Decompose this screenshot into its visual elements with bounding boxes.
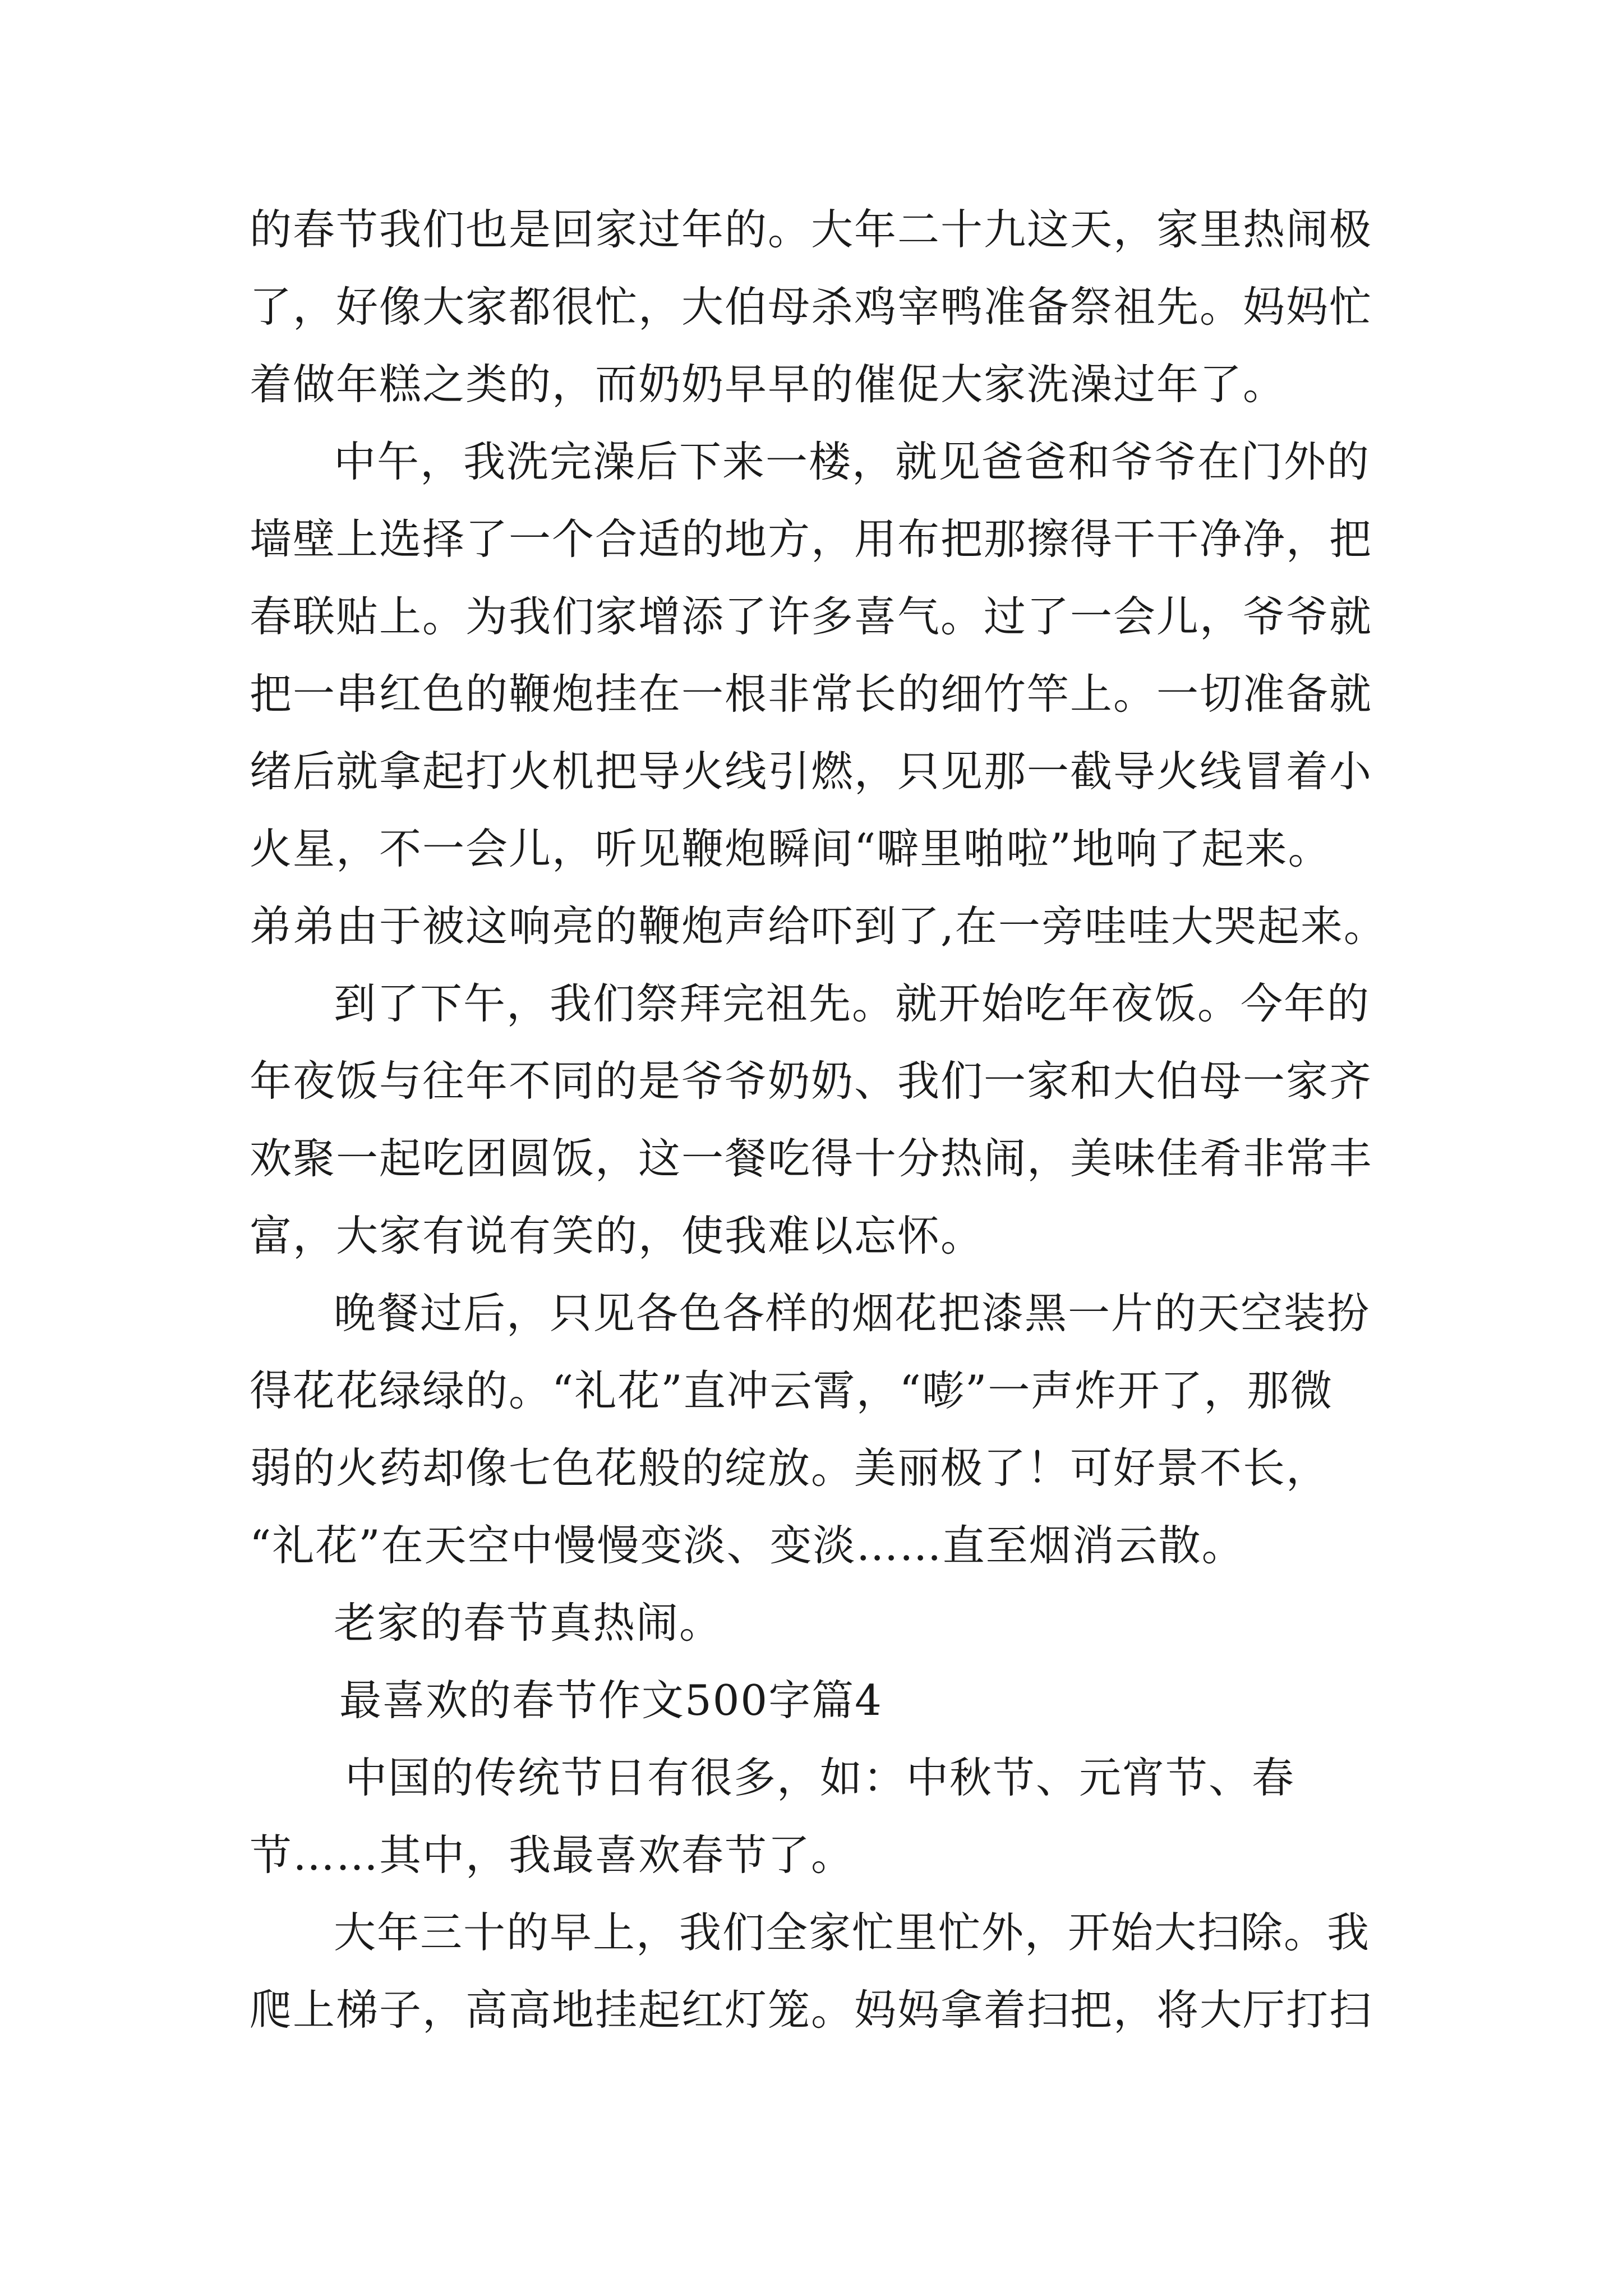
text-line: 弟弟由于被这响亮的鞭炮声给吓到了,在一旁哇哇大哭起来。 <box>250 901 1387 951</box>
essay-body <box>250 191 1394 2049</box>
paragraph-start-line: 中午，我洗完澡后下来一楼，就见爸爸和爷爷在门外的 <box>334 437 1371 486</box>
text-line: 绪后就拿起打火机把导火线引燃，只见那一截导火线冒着小 <box>250 747 1373 796</box>
paragraph-start-line: 晚餐过后，只见各色各样的烟花把漆黑一片的天空装扮 <box>334 1289 1371 1338</box>
paragraph-start-line: 老家的春节真热闹。 <box>334 1598 723 1648</box>
paragraph-start-line: 到了下午，我们祭拜完祖先。就开始吃年夜饭。今年的 <box>334 979 1371 1028</box>
text-line: 得花花绿绿的。“礼花”直冲云霄，“嘭”一声炸开了，那微 <box>250 1366 1334 1415</box>
text-line: 年夜饭与往年不同的是爷爷奶奶、我们一家和大伯母一家齐 <box>250 1056 1373 1106</box>
text-line: 的春节我们也是回家过年的。大年二十九这天，家里热闹极 <box>250 205 1373 254</box>
section-heading: 最喜欢的春节作文500字篇4 <box>339 1676 883 1725</box>
text-line: 墙壁上选择了一个合适的地方，用布把那擦得干干净净，把 <box>250 514 1373 564</box>
text-line: 欢聚一起吃团圆饭，这一餐吃得十分热闹，美味佳肴非常丰 <box>250 1134 1373 1183</box>
text-line: 把一串红色的鞭炮挂在一根非常长的细竹竿上。一切准备就 <box>250 669 1373 719</box>
text-line: 春联贴上。为我们家增添了许多喜气。过了一会儿，爷爷就 <box>250 592 1373 641</box>
text-line: “礼花”在天空中慢慢变淡、变淡……直至烟消云散。 <box>250 1521 1245 1570</box>
paragraph-start-line: 中国的传统节日有很多，如：中秋节、元宵节、春 <box>345 1753 1295 1802</box>
text-line: 节……其中，我最喜欢春节了。 <box>250 1830 855 1880</box>
text-line: 火星，不一会儿，听见鞭炮瞬间“噼里啪啦”地响了起来。 <box>250 824 1331 873</box>
text-line: 爬上梯子，高高地挂起红灯笼。妈妈拿着扫把，将大厅打扫 <box>250 1985 1373 2035</box>
text-line: 弱的火药却像七色花般的绽放。美丽极了！可好景不长， <box>250 1443 1330 1493</box>
text-line: 了，好像大家都很忙，大伯母杀鸡宰鸭准备祭祖先。妈妈忙 <box>250 282 1373 332</box>
paragraph-start-line: 大年三十的早上，我们全家忙里忙外，开始大扫除。我 <box>334 1908 1371 1957</box>
text-line: 着做年糕之类的，而奶奶早早的催促大家洗澡过年了。 <box>250 360 1287 409</box>
text-line: 富，大家有说有笑的，使我难以忘怀。 <box>250 1211 984 1260</box>
